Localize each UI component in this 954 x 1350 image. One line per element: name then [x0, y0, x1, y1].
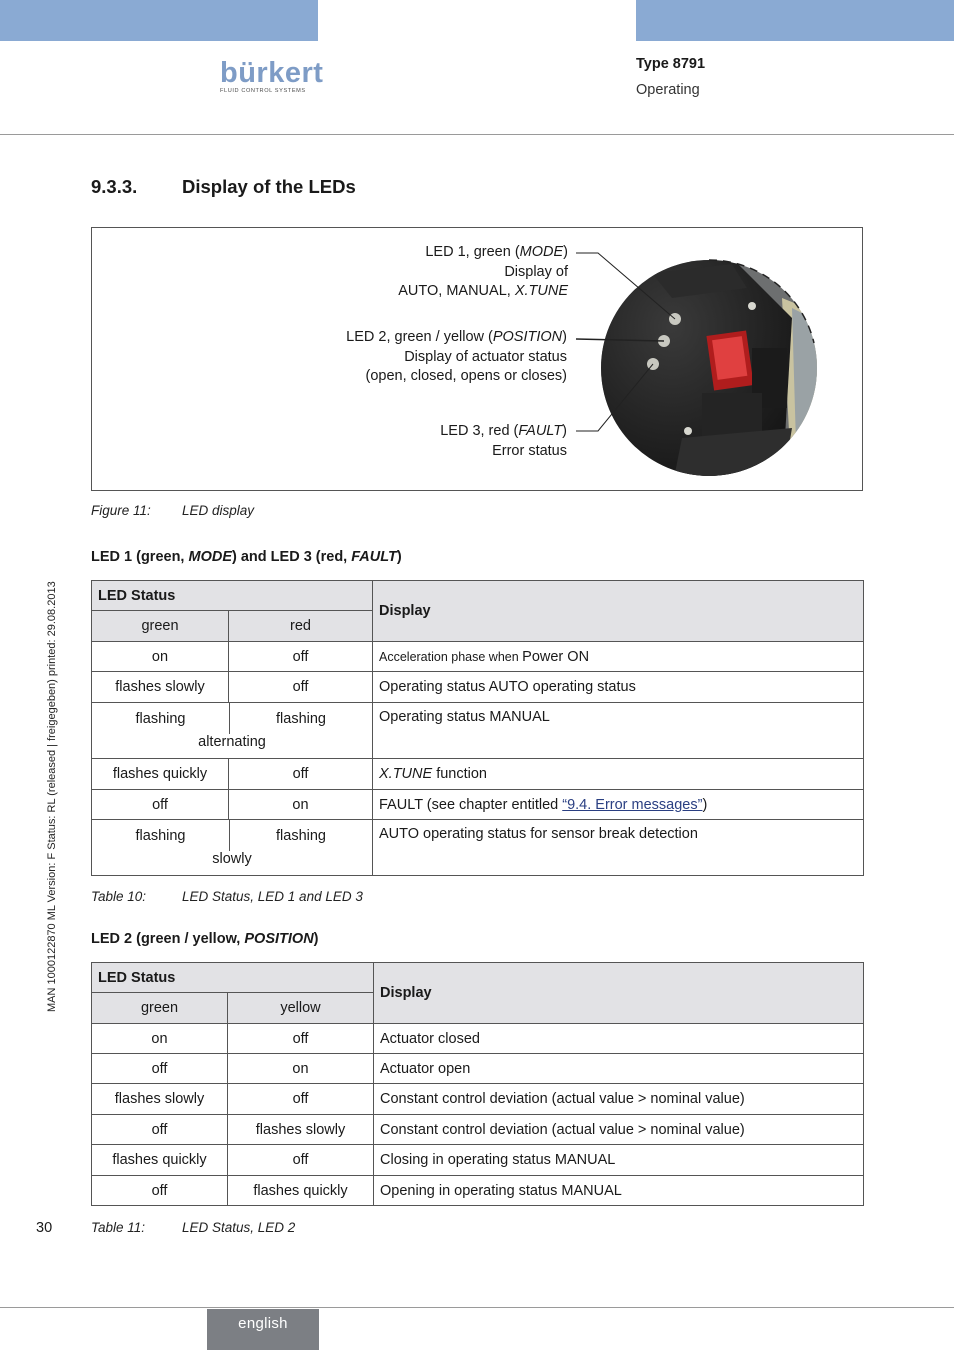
- header-yellow: yellow: [228, 993, 374, 1024]
- footer-divider: [0, 1307, 954, 1308]
- table11-heading: LED 2 (green / yellow, POSITION): [91, 931, 319, 947]
- table11-led2: [91, 962, 864, 1206]
- logo-wordmark: bürkert: [220, 57, 324, 89]
- led-figure: [91, 227, 863, 491]
- header-green: green: [92, 993, 228, 1024]
- doc-section: Operating: [636, 82, 700, 98]
- table-row: off on FAULT (see chapter entitled “9.4. Error messages”): [92, 790, 864, 820]
- section-number: 9.3.3.: [91, 176, 138, 197]
- table-row: off flashes quickly Opening in operating status MANUAL: [92, 1176, 864, 1206]
- header-led-status: LED Status: [92, 581, 373, 611]
- header-display: Display: [374, 963, 864, 1024]
- table-row: off flashes slowly Constant control deviation (actual value > nominal value): [92, 1115, 864, 1145]
- header-led-status: LED Status: [92, 963, 374, 993]
- device-illustration: [92, 228, 862, 490]
- table-row: off on Actuator open: [92, 1054, 864, 1084]
- doc-type: Type 8791: [636, 56, 706, 72]
- header-green: green: [92, 611, 229, 642]
- table10-heading: LED 1 (green, MODE) and LED 3 (red, FAULT): [91, 549, 402, 565]
- document-status-sidebar: MAN 1000122870 ML Version: F Status: RL (released | freigegeben) printed: 29.08.2013: [46, 581, 58, 1012]
- language-tab: english: [207, 1309, 319, 1350]
- figure-caption: Figure 11: LED display: [91, 503, 255, 518]
- table10-caption: Table 10: LED Status, LED 1 and LED 3: [91, 889, 363, 904]
- page-number: 30: [36, 1220, 53, 1236]
- table-row: flashes slowly off Operating status AUTO operating status: [92, 672, 864, 703]
- company-logo: [220, 58, 323, 94]
- logo-tagline: FLUID CONTROL SYSTEMS: [220, 88, 306, 94]
- callout-led2: LED 2, green / yellow (POSITION) Display of actuator status (open, closed, opens or closes): [346, 329, 567, 384]
- header-divider: [0, 134, 954, 135]
- header-display: Display: [373, 581, 864, 642]
- table-row: flashing flashing alternating Operating status MANUAL: [92, 703, 864, 759]
- header-red: red: [229, 611, 373, 642]
- header-bar-right: [636, 0, 954, 41]
- table-row: flashes quickly off Closing in operating status MANUAL: [92, 1145, 864, 1176]
- callout-led1: LED 1, green (MODE) Display of AUTO, MANUAL, X.TUNE: [398, 244, 568, 299]
- table-row: on off Acceleration phase when Power ON: [92, 642, 864, 672]
- section-title: Display of the LEDs: [182, 176, 356, 197]
- error-messages-link[interactable]: “9.4. Error messages”: [562, 796, 703, 813]
- table10-led1-led3: [91, 580, 864, 876]
- table11-caption: Table 11: LED Status, LED 2: [91, 1220, 296, 1235]
- table-row: flashes slowly off Constant control deviation (actual value > nominal value): [92, 1084, 864, 1115]
- table-row: flashing flashing slowly AUTO operating status for sensor break detection: [92, 820, 864, 876]
- section-heading: [91, 176, 356, 198]
- table-row: on off Actuator closed: [92, 1024, 864, 1054]
- header-bar-left: [0, 0, 318, 41]
- callout-led3: LED 3, red (FAULT) Error status: [440, 423, 567, 459]
- table-row: flashes quickly off X.TUNE function: [92, 759, 864, 790]
